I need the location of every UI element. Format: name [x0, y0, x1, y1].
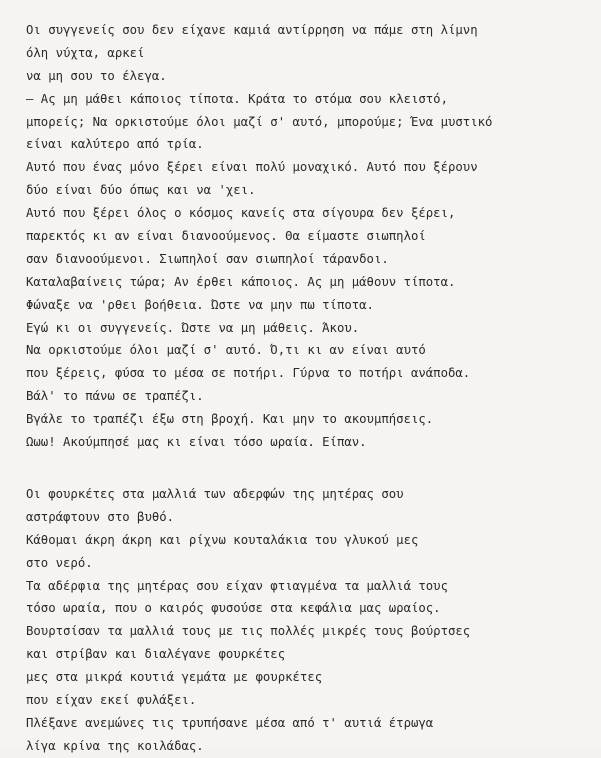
text-line: Αυτό που ένας μόνο ξέρει είναι πολύ μοναχικό. Αυτό που ξέρουν: [26, 160, 478, 175]
text-line: που ξέρεις, φύσα το μέσα σε ποτήρι. Γύρνα το ποτήρι ανάποδα.: [26, 366, 471, 381]
text-line: στο νερό.: [26, 555, 93, 570]
text-line: – Ας μη μάθει κάποιος τίποτα. Κράτα το στόμα σου κλειστό,: [26, 91, 448, 106]
text-line: είναι καλύτερο από τρία.: [26, 137, 204, 152]
text-line: Εγώ κι οι συγγενείς. Ώστε να μη μάθεις. Άκου.: [26, 320, 360, 335]
text-line: τόσο ωραία, που ο καιρός φυσούσε στα κεφάλια μας ωραίος.: [26, 601, 441, 616]
stanza-2: [26, 483, 470, 758]
text-line: Οι φουρκέτες στα μαλλιά των αδερφών της μητέρας σου: [26, 487, 404, 501]
text-line: Βουρτσίσαν τα μαλλιά τους με τις πολλές μικρές τους βούρτσες: [26, 624, 471, 639]
text-line: Ωωω! Ακούμπησέ μας κι είναι τόσο ωραία. Είπαν.: [26, 435, 367, 450]
text-line: Οι συγγενείς σου δεν είχανε καμιά αντίρρηση να πάμε στη λίμνη: [26, 23, 478, 37]
text-line: να μη σου το έλεγα.: [26, 68, 167, 83]
text-line: που είχαν εκεί φυλάξει.: [26, 693, 197, 708]
text-line: σαν διανοούμενοι. Σιωπηλοί σαν σιωπηλοί τάρανδοι.: [26, 251, 389, 266]
text-line: μπορείς; Να ορκιστούμε όλοι μαζί σ' αυτό, μπορούμε; Ένα μυστικό: [26, 114, 493, 129]
text-line: λίγα κρίνα της κοιλάδας.: [26, 738, 204, 753]
text-line: Φώναξε να 'ρθει βοήθεια. Ώστε να μην πω τίποτα.: [26, 297, 374, 312]
text-line: μες στα μικρά κουτιά γεμάτα με φουρκέτες: [26, 670, 323, 685]
text-line: Πλέξανε ανεμώνες τις τρυπήσανε μέσα από τ' αυτιά έτρωγα: [26, 715, 434, 730]
text-line: Καταλαβαίνεις τώρα; Αν έρθει κάποιος. Ας μη μάθουν τίποτα.: [26, 274, 456, 289]
text-line: δύο είναι δύο όπως και να 'χει.: [26, 183, 256, 198]
text-line: παρεκτός κι αν είναι διανοούμενος. Θα είμαστε σιωπηλοί: [26, 229, 426, 244]
stanza-1: [26, 19, 492, 454]
text-line: Να ορκιστούμε όλοι μαζί σ' αυτό. Ό,τι κι αν είναι αυτό: [26, 343, 426, 358]
text-line: Τα αδέρφια της μητέρας σου είχαν φτιαγμένα τα μαλλιά τους: [26, 578, 448, 593]
text-line: Βάλ' το πάνω σε τραπέζι.: [26, 389, 204, 404]
text-line: Κάθομαι άκρη άκρη και ρίχνω κουταλάκια του γλυκού μες: [26, 532, 419, 547]
text-line: αστράφτουν στο βυθό.: [26, 509, 175, 524]
text-line: όλη νύχτα, αρκεί: [26, 45, 145, 60]
text-line: Βγάλε το τραπέζι έξω στη βροχή. Και μην το ακουμπήσεις.: [26, 412, 434, 427]
text-line: Αυτό που ξέρει όλος ο κόσμος κανείς στα σίγουρα δεν ξέρει,: [26, 206, 456, 221]
text-line: και στρίβαν και διαλέγανε φουρκέτες: [26, 647, 286, 662]
